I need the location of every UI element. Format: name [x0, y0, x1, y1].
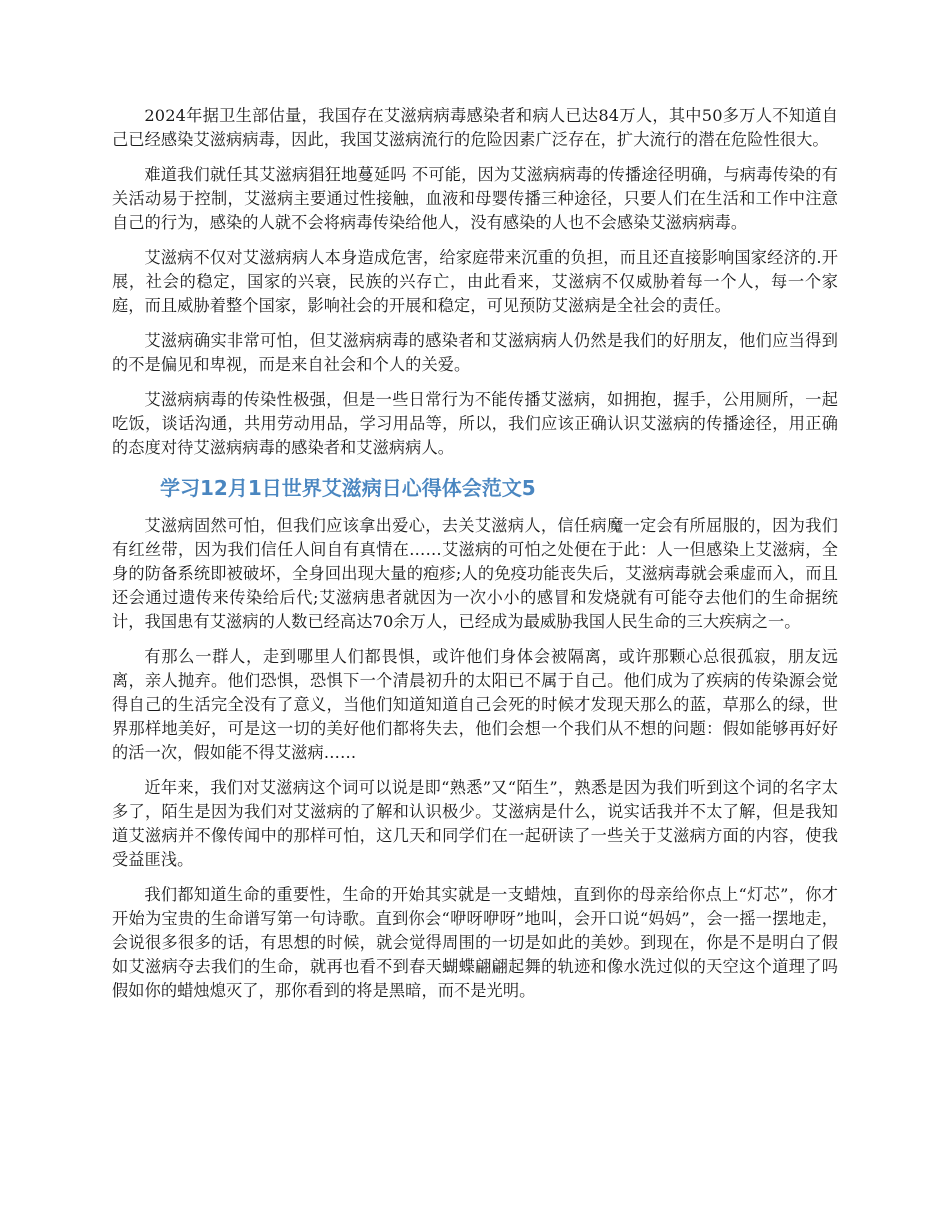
paragraph: 有那么一群人，走到哪里人们都畏惧，或许他们身体会被隔离，或许那颗心总很孤寂，朋友远离，亲人抛弃。他们恐惧，恐惧下一个清晨初升的太阳已不属于自己。他们成为了疾病的传染源会觉得自己的生活完全没有了意义，当他们知道知道自己会死的时候才发现天那么的蓝，草那么的绿，世界那样地美好，可是这一切的美好他们都将失去，他们会想一个我们从不想的问题：假如能够再好好的活一次，假如能不得艾滋病……: [112, 647, 838, 762]
paragraph: 艾滋病确实非常可怕，但艾滋病病毒的感染者和艾滋病病人仍然是我们的好朋友，他们应当得到的不是偏见和卑视，而是来自社会和个人的关爱。: [112, 331, 838, 374]
paragraph: 艾滋病固然可怕，但我们应该拿出爱心，去关艾滋病人，信任病魔一定会有所屈服的，因为我们有红丝带，因为我们信任人间自有真情在……艾滋病的可怕之处便在于此：人一但感染上艾滋病，全身的防备系统即被破坏，全身回出现大量的疱疹;人的免疫功能丧失后，艾滋病毒就会乘虚而入，而且还会通过遗传来传染给后代;艾滋病患者就因为一次小小的感冒和发烧就有可能夺去他们的生命据统计，我国患有艾滋病的人数已经高达70余万人，已经成为最威胁我国人民生命的三大疾病之一。: [112, 516, 838, 631]
paragraph: 近年来，我们对艾滋病这个词可以说是即“熟悉”又“陌生”，熟悉是因为我们听到这个词的名字太多了，陌生是因为我们对艾滋病的了解和认识极少。艾滋病是什么，说实话我并不太了解，但是我知道艾滋病并不像传闻中的那样可怕，这几天和同学们在一起研读了一些关于艾滋病方面的内容，使我受益匪浅。: [112, 778, 838, 869]
paragraph: 艾滋病不仅对艾滋病病人本身造成危害，给家庭带来沉重的负担，而且还直接影响国家经济的.开展，社会的稳定，国家的兴衰，民族的兴存亡，由此看来，艾滋病不仅威胁着每一个人，每一个家庭，而且威胁着整个国家，影响社会的开展和稳定，可见预防艾滋病是全社会的责任。: [112, 248, 838, 315]
paragraph: 艾滋病病毒的传染性极强，但是一些日常行为不能传播艾滋病，如拥抱，握手，公用厕所，一起吃饭，谈话沟通，共用劳动用品，学习用品等，所以，我们应该正确认识艾滋病的传播途径，用正确的态度对待艾滋病病毒的感染者和艾滋病病人。: [112, 390, 838, 457]
paragraph: 2024年据卫生部估量，我国存在艾滋病病毒感染者和病人已达84万人，其中50多万人不知道自己已经感染艾滋病病毒，因此，我国艾滋病流行的危险因素广泛存在，扩大流行的潜在危险性很大。: [112, 106, 838, 149]
document-page: [112, 104, 838, 1014]
paragraph: 我们都知道生命的重要性，生命的开始其实就是一支蜡烛，直到你的母亲给你点上“灯芯”，你才开始为宝贵的生命谱写第一句诗歌。直到你会“咿呀咿呀”地叫，会开口说“妈妈”，会一摇一摆地走，会说很多很多的话，有思想的时候，就会觉得周围的一切是如此的美妙。到现在，你是不是明白了假如艾滋病夺去我们的生命，就再也看不到春天蝴蝶翩翩起舞的轨迹和像水洗过似的天空这个道理了吗 假如你的蜡烛熄灭了，那你看到的将是黑暗，而不是光明。: [112, 885, 838, 1000]
paragraph: 难道我们就任其艾滋病猖狂地蔓延吗 不可能，因为艾滋病病毒的传播途径明确，与病毒传染的有关活动易于控制，艾滋病主要通过性接触，血液和母婴传播三种途径，只要人们在生活和工作中注意自己的行为，感染的人就不会将病毒传染给他人，没有感染的人也不会感染艾滋病病毒。: [112, 165, 838, 232]
section-heading: 学习12月1日世界艾滋病日心得体会范文5: [160, 476, 536, 500]
